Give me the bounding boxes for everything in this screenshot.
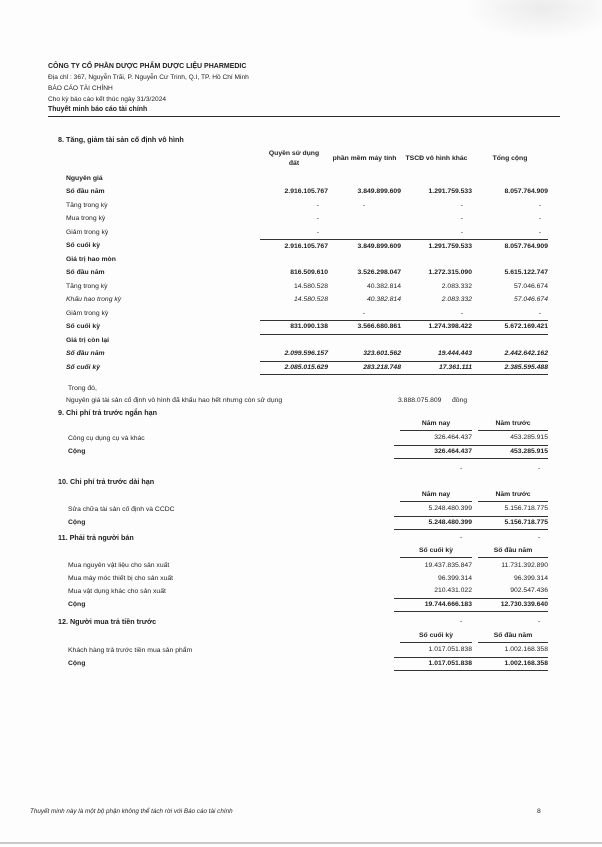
scan-shadow	[462, 0, 602, 40]
report-title: BÁO CÁO TÀI CHÍNH	[48, 85, 113, 92]
row-label: Mua vật dụng khác cho sản xuất	[68, 587, 166, 595]
header-spacer	[64, 630, 394, 644]
table-row	[64, 307, 548, 321]
value-cell: 2.916.105.767	[284, 188, 328, 196]
column-header-other-intangible: TSCĐ vô hình khác	[405, 155, 468, 162]
value-cell: 816.509.610	[290, 269, 328, 277]
value-cell: 2.385.595.488	[472, 361, 548, 375]
header-year-start: Số đầu năm	[478, 545, 548, 558]
header-prior-year: Năm trước	[478, 489, 548, 502]
total-label: Cộng	[68, 600, 86, 608]
table-row	[64, 267, 548, 281]
value-cell: 17.361.111	[401, 361, 472, 375]
value-cell: 14.580.528	[293, 296, 328, 304]
customer-advances-table	[64, 630, 548, 671]
header-cell	[394, 545, 472, 559]
value-cell	[328, 213, 401, 227]
subtotal-row	[64, 361, 548, 375]
table-row	[64, 199, 548, 213]
empty-cell	[260, 172, 328, 186]
column-header-total: Tổng cộng	[492, 155, 528, 162]
row-label: Tăng trong kỳ	[66, 282, 108, 290]
value-cell: 3.566.680.861	[328, 321, 401, 335]
value-cell: 283.218.748	[328, 361, 401, 375]
total-value: 5.248.480.399	[394, 516, 472, 529]
header-cell	[472, 545, 548, 559]
table-row	[64, 226, 548, 240]
total-value: 1.017.051.838	[394, 657, 472, 670]
value-cell: 2.099.596.157	[284, 350, 328, 357]
value-cell: 831.090.138	[260, 321, 328, 335]
value-cell: 40.382.814	[366, 296, 401, 304]
value-cell: 2.085.015.629	[260, 361, 328, 375]
total-row	[64, 598, 548, 611]
value-cell: -	[316, 215, 319, 223]
value-cell	[328, 226, 401, 240]
table-row	[64, 186, 548, 200]
section-8-title: 8. Tăng, giảm tài sản cố định vô hình	[58, 135, 184, 144]
long-term-prepaid-table	[64, 489, 548, 530]
value-cell: -	[538, 201, 541, 209]
value-cell: 2.916.105.767	[260, 240, 328, 254]
total-row	[64, 516, 548, 529]
total-value: 5.156.718.775	[472, 516, 548, 529]
value-cell: 5.248.480.399	[428, 505, 472, 513]
row-label: Số đầu năm	[66, 350, 105, 358]
value-cell: -	[460, 201, 463, 209]
dash: -	[460, 534, 463, 541]
total-label: Cộng	[68, 447, 86, 455]
empty-cell	[328, 172, 401, 186]
label-column-header	[64, 146, 260, 172]
notes-title: Thuyết minh báo cáo tài chính	[48, 105, 560, 117]
value-cell: 1.002.168.358	[504, 646, 548, 654]
empty-cell	[328, 334, 401, 348]
value-cell: 8.057.764.909	[504, 188, 548, 196]
row-label: Số đầu năm	[66, 188, 105, 196]
total-value: 326.464.437	[394, 445, 472, 458]
value-cell: 5.156.718.775	[504, 505, 548, 513]
value-cell: 8.057.764.909	[472, 240, 548, 254]
header-cell	[394, 630, 472, 644]
header-row	[64, 630, 548, 644]
value-cell: 1.291.759.533	[428, 188, 472, 196]
row-label: Mua trong kỳ	[66, 215, 106, 223]
row-label: Giá trị còn lại	[66, 336, 110, 344]
group-row-cost	[64, 172, 548, 186]
value-cell: 96.399.314	[513, 574, 548, 582]
value-cell: 3.526.298.047	[357, 269, 401, 277]
row-label: Giá trị hao mòn	[66, 255, 116, 263]
dash: -	[538, 534, 541, 541]
header-cell	[472, 489, 548, 503]
total-value: 19.744.666.183	[394, 598, 472, 611]
header-cell	[472, 630, 548, 644]
total-value: 453.285.915	[472, 445, 548, 458]
row-label: Số cuối kỳ	[66, 363, 100, 371]
empty-cell	[472, 334, 548, 348]
table-row	[64, 432, 548, 445]
dash-row	[0, 533, 602, 543]
empty-cell	[260, 253, 328, 267]
table-row	[64, 559, 548, 572]
header-spacer	[64, 418, 394, 432]
total-label: Cộng	[68, 518, 86, 526]
dash: -	[538, 465, 541, 472]
subtotal-row	[64, 321, 548, 335]
value-cell: -	[460, 228, 463, 236]
value-cell: -	[362, 309, 365, 317]
table-row	[64, 280, 548, 294]
value-cell: 1.017.051.838	[428, 646, 472, 654]
value-cell: -	[538, 215, 541, 223]
value-cell: -	[460, 215, 463, 223]
row-label: Tăng trong kỳ	[66, 201, 108, 209]
total-value: 1.002.168.358	[472, 657, 548, 670]
row-label: Số cuối kỳ	[66, 323, 100, 331]
header-year-start: Số đầu năm	[478, 630, 548, 643]
header-prior-year: Năm trước	[478, 418, 548, 431]
header-current-year: Năm nay	[400, 489, 472, 502]
row-label: Công cụ dụng cụ và khác	[68, 434, 145, 442]
company-address: Địa chỉ : 367, Nguyễn Trãi, P. Nguyễn Cư Trinh, Q.I, TP. Hồ Chí Minh	[48, 74, 249, 81]
header-row	[64, 489, 548, 503]
value-cell	[260, 307, 328, 321]
header-spacer	[64, 489, 394, 503]
total-row	[64, 445, 548, 458]
header-spacer	[64, 545, 394, 559]
header-row	[64, 418, 548, 432]
group-row-depreciation	[64, 253, 548, 267]
empty-cell	[328, 253, 401, 267]
value-cell: 2.083.332	[441, 282, 472, 290]
header-current-year: Năm nay	[400, 418, 472, 431]
dash: -	[538, 618, 541, 625]
empty-cell	[401, 334, 472, 348]
row-label: Khấu hao trong kỳ	[66, 296, 122, 304]
header-cell	[394, 489, 472, 503]
value-cell: -	[362, 201, 365, 209]
value-cell: 57.046.674	[513, 296, 548, 304]
empty-cell	[472, 253, 548, 267]
value-cell: 5.672.169.421	[472, 321, 548, 335]
value-cell: 40.382.814	[366, 282, 401, 290]
table-row	[64, 644, 548, 657]
table-row	[64, 213, 548, 227]
value-cell: 96.399.314	[437, 574, 472, 582]
header-cell	[394, 418, 472, 432]
value-cell: 2.442.642.162	[504, 350, 548, 357]
value-cell: -	[538, 228, 541, 236]
section-11-title: 11. Phải trả người bán	[58, 533, 134, 542]
value-cell: 3.849.899.609	[357, 188, 401, 196]
footer-note: Thuyết minh này là một bộ phận không thể tách rời với Báo cáo tài chính	[30, 808, 233, 815]
short-term-prepaid-table	[64, 418, 548, 459]
intangible-assets-table	[64, 146, 548, 375]
row-label: Khách hàng trả trước tiền mua sản phẩm	[68, 646, 193, 654]
total-value: 12.730.339.640	[472, 598, 548, 611]
dash-row	[0, 617, 602, 627]
company-name: CÔNG TY CỔ PHẦN DƯỢC PHẨM DƯỢC LIỆU PHARMEDIC	[48, 63, 247, 70]
note-label: Nguyên giá tài sản cố định vô hình đã khấu hao hết nhưng còn sử dụng	[66, 397, 283, 404]
value-cell: 11.731.392.890	[501, 561, 548, 569]
value-cell: 453.285.915	[510, 434, 548, 442]
group-row-net-value	[64, 334, 548, 348]
column-header-land-use-rights	[260, 146, 328, 172]
table-row	[64, 294, 548, 308]
value-cell: 1.274.398.422	[401, 321, 472, 335]
header-row	[64, 545, 548, 559]
total-row	[64, 657, 548, 670]
note-value: 3.888.075.809	[398, 397, 442, 404]
row-label: Sửa chữa tài sản cố định và CCDC	[68, 505, 175, 513]
value-cell: 1.272.315.090	[428, 269, 472, 277]
dash: -	[460, 465, 463, 472]
header-cell	[472, 418, 548, 432]
value-cell: 902.547.436	[510, 587, 548, 595]
page-number: 8	[537, 808, 541, 815]
value-cell: 19.437.835.847	[424, 561, 472, 569]
dash-row	[0, 464, 602, 474]
note-intro: Trong đó,	[68, 385, 97, 392]
value-cell: 323.601.562	[363, 350, 401, 357]
value-cell: 3.849.899.609	[328, 240, 401, 254]
value-cell: 210.431.022	[434, 587, 472, 595]
report-period: Cho kỳ báo cáo kết thúc ngày 31/3/2024	[48, 96, 167, 103]
subtotal-row	[64, 240, 548, 254]
row-label: Mua nguyên vật liệu cho sản xuất	[68, 561, 170, 569]
value-cell: -	[316, 228, 319, 236]
row-label: Giảm trong kỳ	[66, 309, 109, 317]
row-label: Mua máy móc thiết bị cho sản xuất	[68, 574, 174, 582]
value-cell: 57.046.674	[513, 282, 548, 290]
dash: -	[460, 618, 463, 625]
value-cell: 5.615.122.747	[504, 269, 548, 277]
empty-cell	[401, 172, 472, 186]
section-9-title: 9. Chi phí trả trước ngắn hạn	[58, 408, 157, 417]
payables-to-suppliers-table	[64, 545, 548, 612]
note-unit: đồng	[452, 397, 468, 404]
empty-cell	[472, 172, 548, 186]
value-cell: 326.464.437	[434, 434, 472, 442]
total-label: Cộng	[68, 659, 86, 667]
table-row	[64, 585, 548, 598]
value-cell: -	[460, 309, 463, 317]
column-header-software: phần mềm máy tính	[332, 155, 397, 162]
document-header	[48, 61, 560, 117]
scan-bottom-edge	[0, 842, 602, 844]
value-cell: -	[316, 201, 319, 209]
table-row	[64, 572, 548, 585]
value-cell: 14.580.528	[293, 282, 328, 290]
row-label: Giảm trong kỳ	[66, 228, 109, 236]
row-label: Số cuối kỳ	[66, 242, 100, 250]
section-10-title: 10. Chi phí trả trước dài hạn	[58, 477, 155, 486]
column-header-text: Quyền sử dụng đất	[268, 150, 320, 167]
empty-cell	[260, 334, 328, 348]
table-row	[64, 503, 548, 516]
header-period-end: Số cuối kỳ	[400, 545, 472, 558]
header-period-end: Số cuối kỳ	[400, 630, 472, 643]
empty-cell	[401, 253, 472, 267]
value-cell: -	[538, 309, 541, 317]
row-label: Nguyên giá	[66, 174, 103, 182]
row-label: Số đầu năm	[66, 269, 105, 277]
section-12-title: 12. Người mua trả tiền trước	[58, 617, 157, 626]
column-header-row	[64, 146, 548, 172]
value-cell: 19.444.443	[437, 350, 472, 357]
value-cell: 2.083.332	[441, 296, 472, 304]
value-cell: 1.291.759.533	[401, 240, 472, 254]
table-row	[64, 348, 548, 362]
